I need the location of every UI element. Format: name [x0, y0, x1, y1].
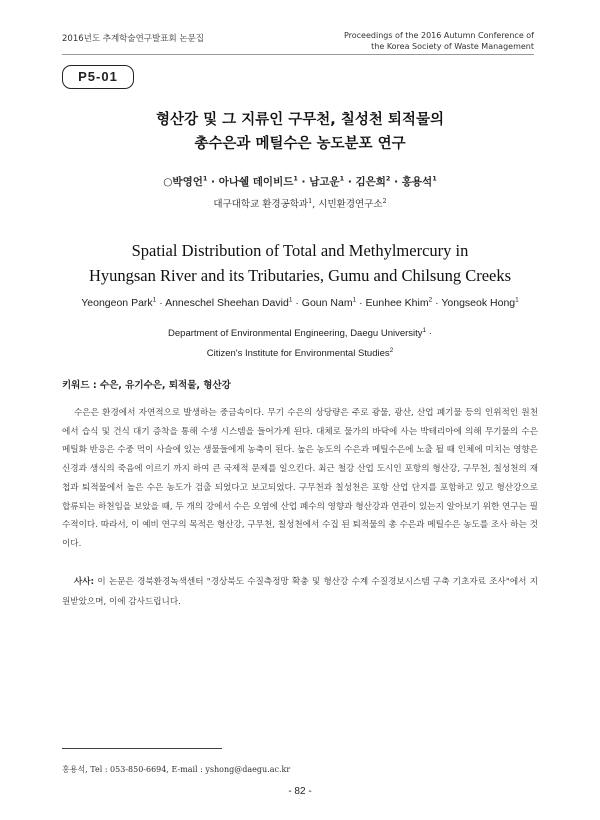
keywords: 키워드 : 수은, 유기수은, 퇴적물, 형산강 — [62, 380, 231, 391]
korean-title — [0, 108, 600, 156]
korean-author: 아나쉘 데이비드$^1$ · — [218, 174, 310, 188]
korean-author: 남고운$^1$ · — [309, 174, 356, 188]
english-author: Anneschel Sheehan David$^1$ · — [165, 296, 302, 309]
english-title-line2: Hyungsan River and its Tributaries, Gumu and Chilsung Creeks — [88, 266, 512, 285]
korean-author: ○박영언$^1$ · — [163, 174, 219, 188]
korean-author: 홍용석$^1$ — [401, 174, 437, 188]
english-affiliation-1: Department of Environmental Engineering, Daegu University$^1$ · — [168, 327, 432, 340]
acknowledgement — [62, 572, 538, 612]
english-affiliations — [0, 322, 600, 362]
acknowledgement-text: 이 논문은 경북환경녹색센터 "경상북도 수질측정망 확충 및 형산강 수계 수질경보시스템 구축 기초자료 조사"에서 지원받았으며, 이에 감사드립니다. — [62, 577, 538, 607]
english-author: Goun Nam$^1$ · — [301, 296, 366, 309]
english-title — [0, 238, 600, 288]
acknowledgement-label: 사사: — [74, 577, 95, 587]
english-author: Yeongeon Park$^1$ · — [81, 296, 166, 309]
english-authors — [0, 296, 600, 309]
korean-affiliations: 대구대학교 환경공학과$^1$, 시민환경연구소$^2$ — [213, 196, 387, 210]
korean-title-line2: 총수은과 메틸수은 농도분포 연구 — [194, 136, 406, 152]
running-header-right-line2: the Korea Society of Waste Management — [371, 42, 534, 51]
footnote-divider — [62, 748, 222, 749]
korean-authors — [0, 174, 600, 189]
paper-id-badge: P5-01 — [62, 65, 134, 89]
page-number: - 82 - — [288, 786, 312, 797]
header-divider — [62, 54, 534, 55]
abstract-body: 수은은 환경에서 자연적으로 발생하는 중금속이다. 무기 수은의 상당량은 주로 광물, 광산, 산업 폐기물 등의 인위적인 원천에서 습식 및 건식 대기 증착을 통해 수생 시스템을 들어가게 된다. 대체로 물가의 바닥에 사는 박테리아에 의해 무기물의 수은 메틸화 반응은 수중 먹이 사슬에 있는 생물들에게 농축이 된다. 높은 농도의 수은과 메틸수은에 노출 될 때 인체에 미치는 영향은 신경과 생식의 죽음에 이르기 까지 하여 큰 국제적 문제를 일으킨다. 최근 철강 산업 도시인 포항의 형산강, 구무천, 칠성천의 재첩과 퇴적물에서 높은 수은 농도가 검출 되었다고 보고되었다. 구무천과 칠성천은 포항 산업 단지를 포함하고 있고 형산강으로 합류되는 하천임을 보았을 때, 두 개의 강에서 수은 오염에 산업 폐수의 영향과 형산강과 연관이 있는지 알아보기 위한 연구는 필수적이다. 따라서, 이 예비 연구의 목적은 형산강, 구무천, 칠성천에서 수집 된 퇴적물의 총 수은과 메틸수은 농도를 조사 하는 것이다. — [62, 408, 538, 549]
korean-author: 김은희$^2$ · — [355, 174, 402, 188]
korean-title-line1: 형산강 및 그 지류인 구무천, 칠성천 퇴적물의 — [156, 112, 444, 128]
running-header-left: 2016년도 추계학술연구발표회 논문집 — [62, 34, 204, 44]
corresponding-author-footnote: 홍용석, Tel : 053-850-6694, E-mail : yshong@daegu.ac.kr — [62, 765, 291, 774]
running-header-right-line1: Proceedings of the 2016 Autumn Conference of — [343, 31, 534, 40]
running-header-right — [344, 30, 534, 52]
english-author: Eunhee Khim$^2$ · — [365, 296, 442, 309]
english-affiliation-2: Citizen's Institute for Environmental Studies$^2$ — [206, 347, 394, 360]
english-title-line1: Spatial Distribution of Total and Methylmercury in — [131, 241, 469, 260]
english-author: Yongseok Hong$^1$ — [441, 296, 519, 309]
